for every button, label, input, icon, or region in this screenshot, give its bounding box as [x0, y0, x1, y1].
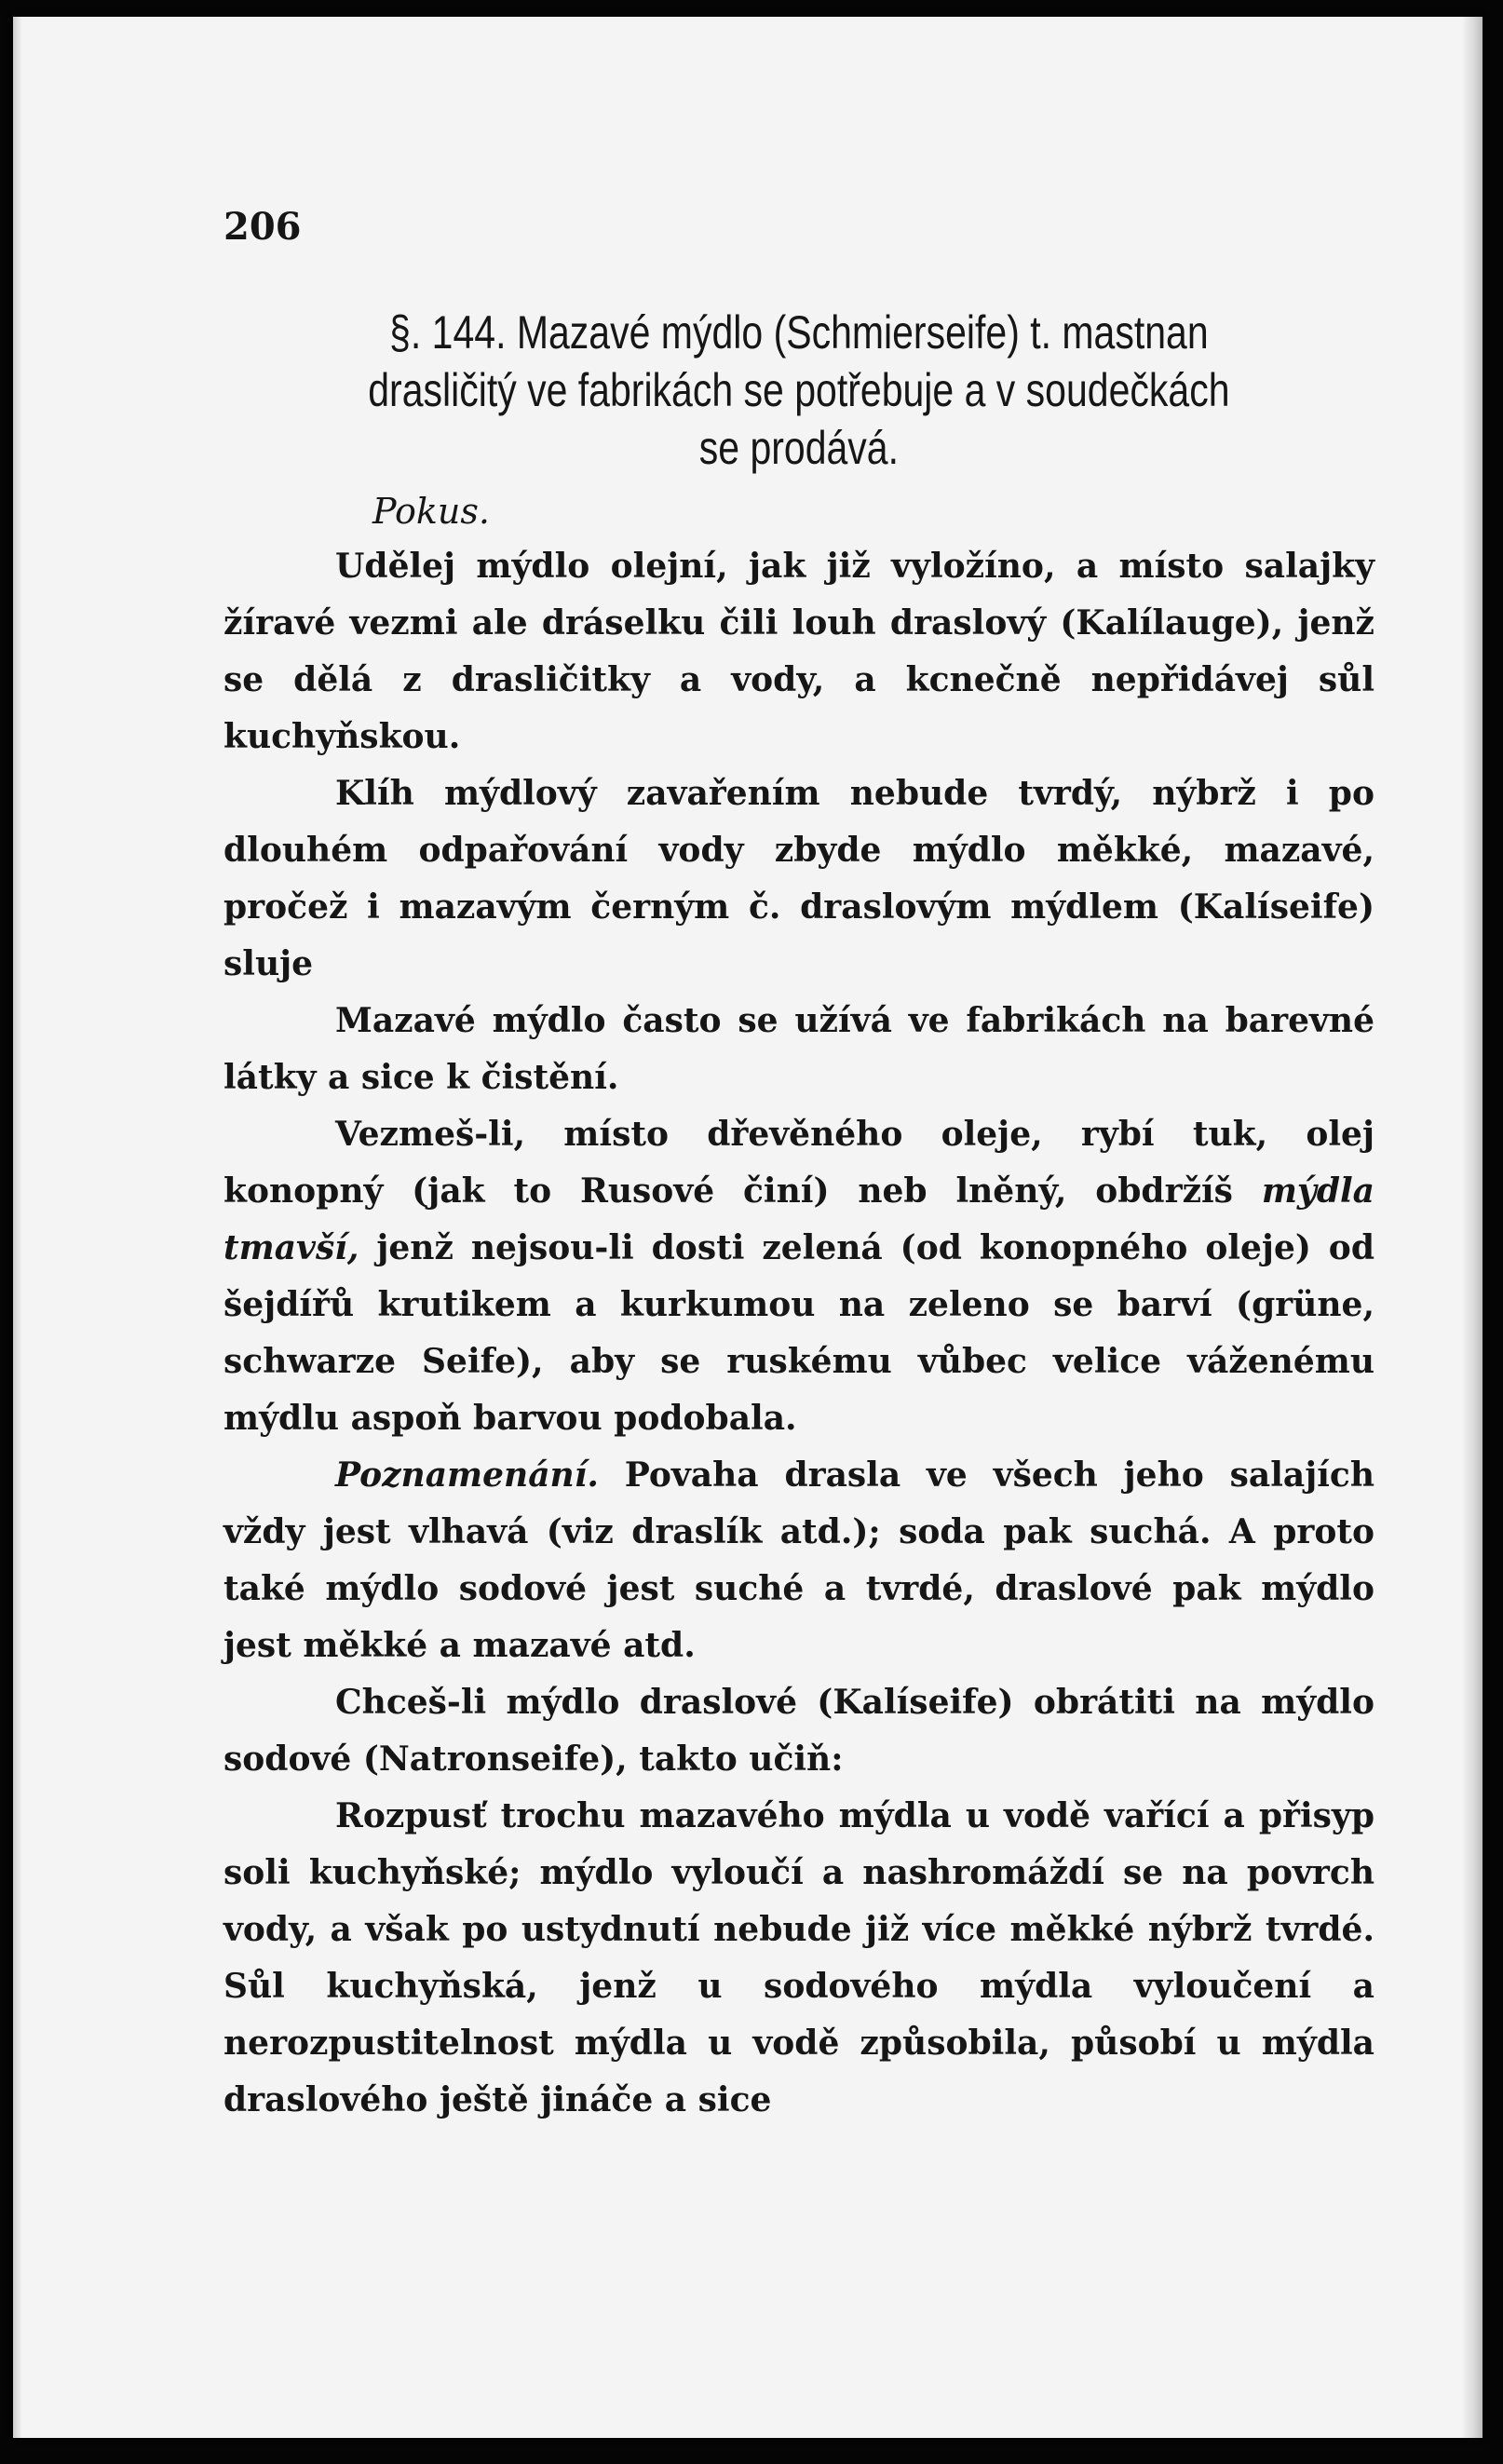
paragraph-1: Udělej mýdlo olejní, jak již vyložíno, a místo salajky žíravé vezmi ale dráselku čili louh draslový (Kalílauge), jenž se dělá z drasličitky a vody, a kcnečně nepřidávej sůl kuchyňskou.: [223, 547, 1374, 756]
paragraph-4-emphasis: mýdla tmavší,: [223, 1171, 1374, 1267]
paragraph-7: Rozpusť trochu mazavého mýdla u vodě vařící a přisyp soli kuchyňské; mýdlo vyloučí a nashromáždí se na povrch vody, a však po ustydnutí nebude již více měkké nýbrž tvrdé. Sůl kuchyňská, jenž u sodového mýdla vyloučení a nerozpustitelnost mýdla u vodě způsobila, působí u mýdla draslového ještě jináče a sice: [223, 1796, 1374, 2119]
heading-line-1: §. 144. Mazavé mýdlo (Schmierseife) t. mastnan: [389, 306, 1209, 359]
note-text: Povaha drasla ve všech jeho salajích vždy jest vlhavá (viz draslík atd.); soda pak suchá. A proto také mýdlo sodové jest suché a tvrdé, draslové pak mýdlo jest měkké a mazavé atd.: [223, 1455, 1374, 1665]
heading-line-3: se prodává.: [698, 422, 899, 474]
experiment-label: Pokus.: [372, 491, 490, 532]
paragraph-note: [223, 1447, 1374, 1674]
paragraph-2: Klíh mýdlový zavařením nebude tvrdý, nýbrž i po dlouhém odpařování vody zbyde mýdlo měkké, mazavé, pročež i mazavým černým č. draslovým mýdlem (Kalíseife) sluje: [223, 774, 1374, 983]
book-page: [13, 17, 1483, 2438]
page-left-edge: [13, 17, 22, 2438]
page-right-edge: [1462, 17, 1483, 2438]
page-number: 206: [223, 205, 302, 249]
paragraph-4: [223, 1106, 1374, 1447]
note-label: Poznamenání.: [335, 1455, 599, 1495]
section-heading: [223, 304, 1374, 477]
page-content: [223, 199, 1374, 2129]
paragraph-6: Chceš-li mýdlo draslové (Kalíseife) obrátiti na mýdlo sodové (Natronseife), takto učiň:: [223, 1683, 1374, 1779]
paragraph-3: Mazavé mýdlo často se užívá ve fabrikách na barevné látky a sice k čistění.: [223, 1001, 1374, 1097]
paragraph-4-after: jenž nejsou-li dosti zelená (od konopného oleje) od šejdířů krutikem a kurkumou na zeleno se barví (grüne, schwarze Seife), aby se ruskému vůbec velice váženému mýdlu aspoň barvou podobala.: [223, 1228, 1374, 1438]
paragraph-4-before: Vezmeš-li, místo dřevěného oleje, rybí tuk, olej konopný (jak to Rusové činí) neb lněný, obdržíš: [223, 1115, 1374, 1211]
heading-line-2: drasličitý ve fabrikách se potřebuje a v soudečkách: [368, 364, 1230, 416]
